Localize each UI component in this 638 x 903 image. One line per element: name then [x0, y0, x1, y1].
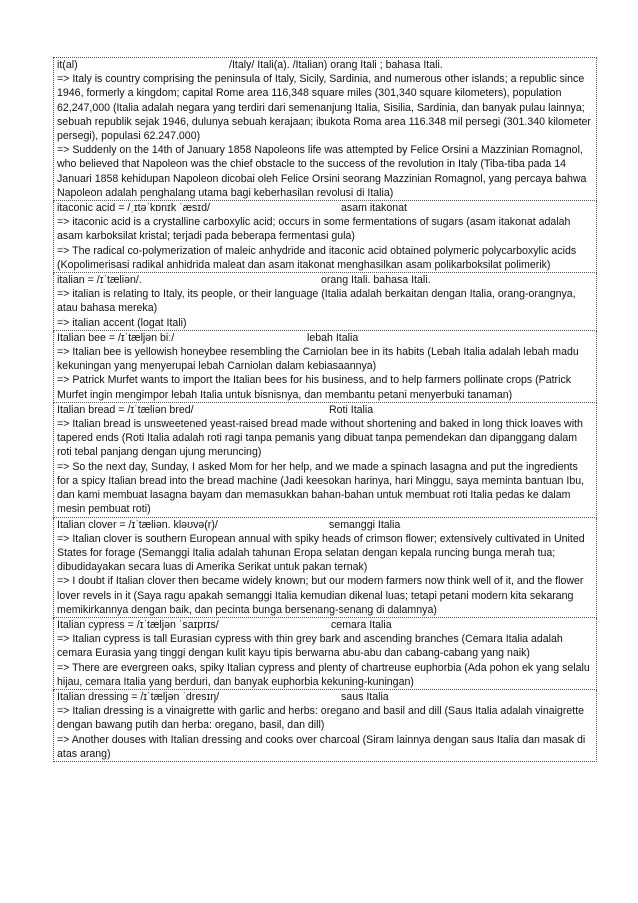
dictionary-entry [53, 518, 597, 618]
entry-term: Italian dressing = /ɪˈtæljən ˈdresɪŋ/ [57, 690, 220, 703]
entry-term: italian = /ɪˈtæliən/. [57, 274, 142, 287]
dictionary-entry [53, 403, 597, 518]
entry-headword-row [57, 618, 593, 632]
entry-term: Italian cypress = /ɪˈtæljən ˈsaɪprɪs/ [57, 618, 219, 631]
entry-example: => Another douses with Italian dressing and cooks over charcoal (Siram lainnya dengan saus Italia dan masak di atas arang) [57, 733, 586, 760]
entry-example: => Italian bread is unsweetened yeast-raised bread made without shortening and baked in long thick loaves with tapered ends (Roti Italia adalah roti ragi tanpa pemanis yang dibuat tanpa pemendekan dan dipanggang dalam roti tebal panjang dengan ujung meruncing) [57, 418, 583, 459]
entry-example: => italian accent (logat Itali) [57, 316, 187, 329]
dictionary-entry [53, 201, 597, 273]
entry-term: Italian clover = /ɪˈtæliən. kləʊvə(r)/ [57, 518, 218, 531]
entry-headword-row [57, 58, 593, 72]
entry-headword-row [57, 403, 593, 417]
dictionary-entry [53, 273, 597, 331]
entry-example: => itaconic acid is a crystalline carboxylic acid; occurs in some fermentations of sugars (asam itakonat adalah asam karboksilat kristal; terjadi pada beberapa fermentasi gula) [57, 216, 571, 243]
entry-example: => I doubt if Italian clover then became widely known; but our modern farmers now think well of it, and the flower lover revels in it (Saya ragu apakah semanggi Italia kemudian dikenal luas; tetapi petani modern kita sekarang memikirkannya dengan baik, dan pecinta bunga bersenang-senang di dalamnya) [57, 575, 584, 616]
dictionary-entry [53, 618, 597, 690]
entry-headword-row [57, 331, 593, 345]
entry-example: => So the next day, Sunday, I asked Mom for her help, and we made a spinach lasagna and put the ingredients for a spicy Italian bread into the bread machine (Jadi keesokan harinya, hari Minggu, saya meminta bantuan Ibu, dan kami membuat lasagna bayam dan memasukkan bahan-bahan untuk membuat roti Italia pedas ke dalam mesin pembuat roti) [57, 460, 585, 516]
dictionary-entry [53, 331, 597, 403]
entry-headword-row [57, 201, 593, 215]
entry-term: itaconic acid = /ˌɪtəˈkɒnɪk ˈæsɪd/ [57, 202, 210, 215]
entry-translation: saus Italia [341, 690, 389, 703]
entry-translation: semanggi Italia [329, 518, 401, 531]
entry-example: => Italian cypress is tall Eurasian cypress with thin grey bark and ascending branches (Cemara Italia adalah cemara Eurasia yang tinggi dengan kulit kayu tipis berwarna abu-abu dan cabang-cabang yang naik) [57, 633, 563, 660]
entry-example: => Patrick Murfet wants to import the Italian bees for his business, and to help farmers pollinate crops (Patrick Murfet ingin mengimpor lebah Italia untuk bisnisnya, dan membantu petani menyerbuki tanaman) [57, 374, 572, 401]
entry-translation: lebah Italia [307, 331, 359, 344]
entry-example: => italian is relating to Italy, its people, or their language (Italia adalah berkaitan dengan Italia, orang-orangnya, atau bahasa mereka) [57, 288, 576, 315]
entry-term: it(al) [57, 59, 78, 71]
entry-translation: orang Itali. bahasa Itali. [321, 274, 431, 287]
entry-example: => Italian bee is yellowish honeybee resembling the Carniolan bee in its habits (Lebah Italia adalah lebah madu kekuningan yang menyerupai lebah Carniolan dalam kebiasaannya) [57, 346, 579, 373]
entry-term: Italian bee = /ɪˈtæljən biː/ [57, 331, 175, 344]
entry-term: Italian bread = /ɪˈtæliən bred/ [57, 403, 194, 416]
entry-example: => The radical co-polymerization of maleic anhydride and itaconic acid obtained polymeric polycarboxylic acids (Kopolimerisasi radikal anhidrida maleat dan asam itakonat menghasilkan asam polikarboksilat polimerik) [57, 244, 577, 271]
entry-example: => Italy is country comprising the peninsula of Italy, Sicily, Sardinia, and numerous other islands; a republic since 1946, formerly a kingdom; capital Rome area 116,348 square miles (301,340 square kilometers), population 62,247,000 (Italia adalah negara yang terdiri dari semenanjung Italia, Sisilia, Sardinia, dan banyak pulau lainnya; sebuah republik sejak 1946, dulunya sebuah kerajaan; ibukota Roma area 116.348 mil persegi (301.340 kilometer persegi), populasi 62.247.000) [57, 73, 591, 143]
dictionary-entry [53, 57, 597, 201]
entry-example: => There are evergreen oaks, spiky Italian cypress and plenty of chartreuse euphorbia (Ada pohon ek yang selalu hijau, cemara Italia yang berduri, dan banyak euphorbia kekuning-kuningan) [57, 661, 590, 688]
entry-example: => Suddenly on the 14th of January 1858 Napoleons life was attempted by Felice Orsini a Mazzinian Romagnol, who believed that Napoleon was the chief obstacle to the success of the revolution in Italy (Tiba-tiba pada 14 Januari 1858 kehidupan Napoleon dicobai oleh Felice Orsini seorang Mazzinian Romagnol, yang percaya bahwa Napoleon adalah penghalang utama bagi keberhasilan revolusi di Italia) [57, 144, 587, 199]
entry-headword-row [57, 518, 593, 532]
dictionary-entry [53, 690, 597, 762]
entry-translation: Roti Italia [329, 403, 374, 416]
entry-example: => Italian dressing is a vinaigrette with garlic and herbs: oregano and basil and dill (Saus Italia adalah vinaigrette dengan bawang putih dan herba: oregano, basil, dan dill) [57, 705, 585, 732]
entry-translation: cemara Italia [331, 618, 392, 631]
entry-headword-row [57, 273, 593, 287]
entry-example: => Italian clover is southern European annual with spiky heads of crimson flower; extensively cultivated in United States for forage (Semanggi Italia adalah tahunan Eropa selatan dengan kepala runcing bunga merah tua; dibudidayakan secara luas di Amerika Serikat untuk pakan ternak) [57, 532, 585, 574]
entry-translation: /Italy/ Itali(a). /Italian) orang Itali ; bahasa Itali. [229, 59, 443, 71]
dictionary-page [53, 57, 597, 762]
entry-headword-row [57, 690, 593, 704]
entry-translation: asam itakonat [341, 202, 407, 215]
